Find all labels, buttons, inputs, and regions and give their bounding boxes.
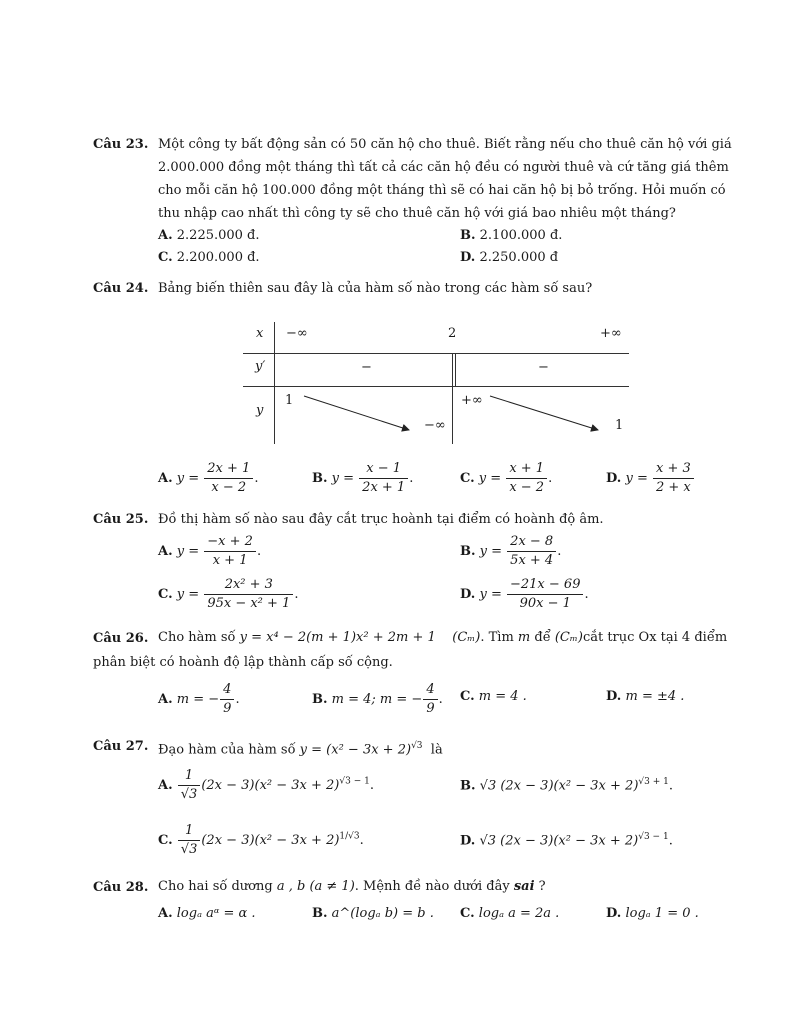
- q27-option-d: D. √3 $(2x - 3)(x^2 - 3x + 2)^{√3 - 1}$.: [460, 832, 673, 849]
- q24-option-d: D. y = $\frac{x + 3}{2 + x}$: [606, 461, 695, 496]
- question-25-label: Câu 25.: [93, 512, 149, 527]
- question-24-label: Câu 24.: [93, 281, 149, 296]
- decreasing-arrow-right: [490, 396, 598, 430]
- table-yprime-left: −: [361, 360, 372, 375]
- q26-option-c: C. m = 4 .: [460, 689, 527, 704]
- q26-option-b: B. m = 4; m = − $\frac{4}{9}$ .: [312, 682, 443, 716]
- decreasing-arrow-left: [304, 396, 409, 430]
- q23-option-d: D. 2.250.000 đ: [460, 250, 559, 265]
- q28-option-c: C. logₐ a = 2a .: [460, 906, 560, 921]
- q26-option-d: D. m = ±4 .: [606, 689, 685, 704]
- table-y-bot-mid: −∞: [424, 418, 446, 433]
- question-26-label: Câu 26.: [93, 631, 149, 646]
- q28-option-b: B. a^(logₐ b) = b .: [312, 906, 434, 921]
- table-y-bot-right: 1: [615, 418, 624, 433]
- q24-option-c: C. y = $\frac{x + 1}{x - 2}$ .: [460, 461, 553, 495]
- question-24-text: Bảng biến thiên sau đây là của hàm số nào trong các hàm số sau?: [158, 281, 593, 296]
- question-23-label: Câu 23.: [93, 137, 149, 152]
- question-26-line-1: Cho hàm số y = x⁴ − 2(m + 1)x² + 2m + 1 (Cₘ). Tìm m để (Cₘ)cắt trục Ox tại 4 điểm: [158, 630, 728, 645]
- table-x-right: +∞: [600, 326, 622, 341]
- q25-option-b: B. y = $\frac{2x - 8}{5x + 4}$ .: [460, 534, 562, 568]
- question-23-line-1: Một công ty bất động sản có 50 căn hộ cho thuê. Biết rằng nếu cho thuê căn hộ với giá: [158, 137, 732, 152]
- table-y-label: y: [256, 403, 264, 418]
- q27-option-a: A. $\frac{1}{√3}$ $(2x - 3)(x^2 - 3x + 2)^{√3 - 1}$.: [158, 768, 374, 802]
- question-23-line-2: 2.000.000 đồng một tháng thì tất cả các căn hộ đều có người thuê và cứ tăng giá thêm: [158, 160, 729, 175]
- question-28-text: Cho hai số dương a , b (a ≠ 1). Mệnh đề nào dưới đây sai ?: [158, 879, 546, 894]
- q23-option-c: C. 2.200.000 đ.: [158, 250, 260, 265]
- question-23-line-3: cho mỗi căn hộ 100.000 đồng một tháng thì sẽ có hai căn hộ bị bỏ trống. Hỏi muốn có: [158, 183, 726, 198]
- q23-option-a: A. 2.225.000 đ.: [158, 228, 260, 243]
- question-23-line-4: thu nhập cao nhất thì công ty sẽ cho thuê căn hộ với giá bao nhiêu một tháng?: [158, 206, 676, 221]
- table-yprime-label: y′: [255, 359, 266, 374]
- question-26-line-2: phân biệt có hoành độ lập thành cấp số cộng.: [93, 655, 393, 670]
- table-x-left: −∞: [286, 326, 308, 341]
- q28-option-d: D. logₐ 1 = 0 .: [606, 906, 699, 921]
- q25-option-c: C. y = $\frac{\text{2x² + 3}}{\text{95x − x² + 1}}$ .: [158, 577, 299, 611]
- q27-option-b: B. √3 $(2x - 3)(x^2 - 3x + 2)^{√3 + 1}$.: [460, 777, 673, 794]
- table-y-top-mid: +∞: [461, 393, 483, 408]
- q25-option-d: D. y = $\frac{-21x - 69}{90x - 1}$ .: [460, 577, 589, 611]
- table-x-label: x: [256, 326, 264, 341]
- q23-option-b: B. 2.100.000 đ.: [460, 228, 563, 243]
- question-27-label: Câu 27.: [93, 739, 149, 754]
- q28-option-a: A. logₐ aᵅ = α .: [158, 906, 256, 921]
- q27-option-c: C. $\frac{1}{√3}$ $(2x - 3)(x^2 - 3x + 2)^{1/√3}$.: [158, 823, 364, 857]
- q25-option-a: A. y = $\frac{-x + 2}{x + 1}$ .: [158, 534, 262, 568]
- question-27-text: Đạo hàm của hàm số $y = (x^2 - 3x + 2)^{√3}$ là: [158, 741, 443, 758]
- table-y-top-left: 1: [285, 393, 294, 408]
- question-25-text: Đồ thị hàm số nào sau đây cắt trục hoành tại điểm có hoành độ âm.: [158, 512, 604, 527]
- q26-option-a: A. m = − $\frac{4}{9}$ .: [158, 682, 240, 716]
- q24-option-a: A. y = $\frac{2x + 1}{x - 2}$ .: [158, 461, 259, 495]
- table-x-mid: 2: [448, 326, 457, 341]
- question-28-label: Câu 28.: [93, 880, 149, 895]
- table-yprime-right: −: [538, 360, 549, 375]
- q24-option-b: B. y = $\frac{x - 1}{2x + 1}$ .: [312, 461, 414, 495]
